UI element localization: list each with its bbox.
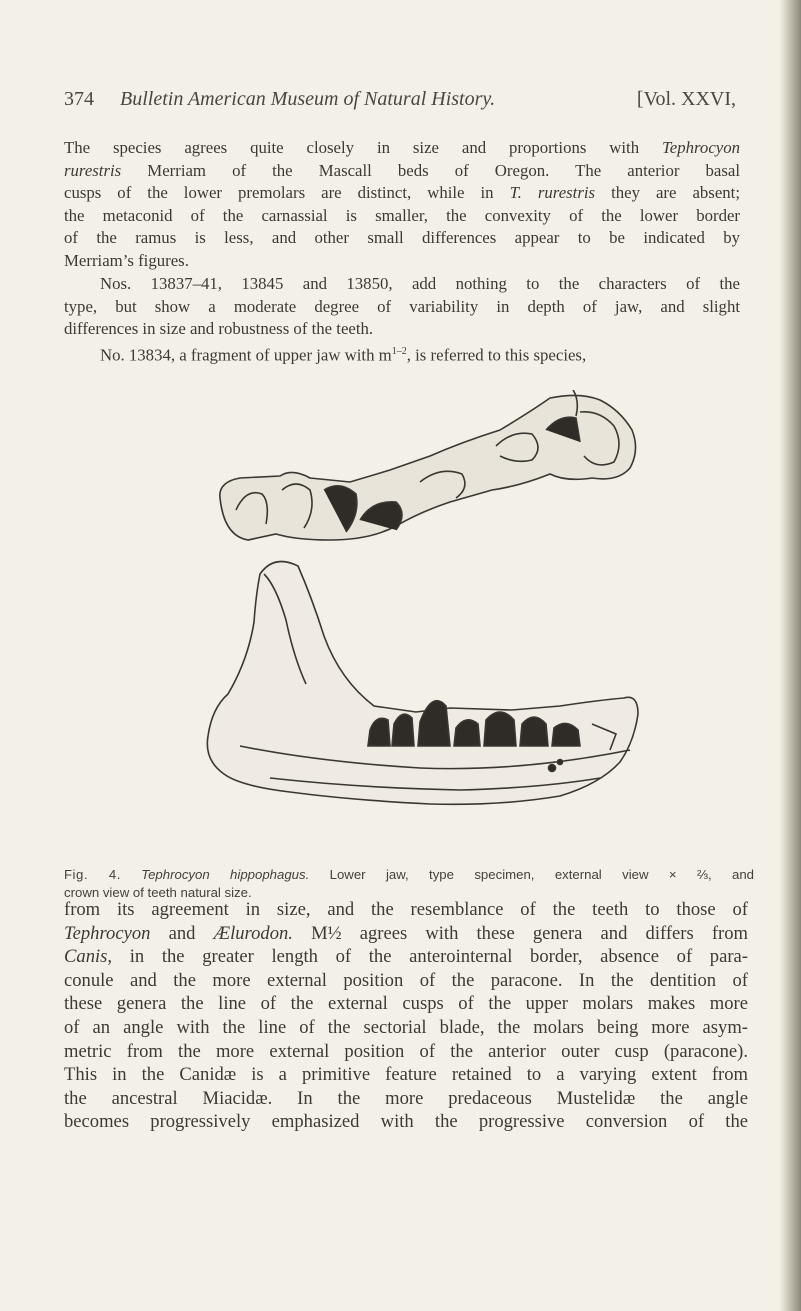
text-run: the metaconid of the carnassial is smaller, the convexity of the lower border (64, 205, 740, 225)
text-run: conule and the more external position of the paracone. In the dentition of (64, 969, 748, 991)
text-run: type, but show a moderate degree of variability in depth of jaw, and slight (64, 296, 740, 316)
italic-text-run: Ælurodon. (213, 922, 293, 944)
text-line (64, 945, 748, 969)
text-line (64, 898, 748, 922)
italic-text-run: rurestris (64, 160, 122, 180)
text-run: differences in size and robustness of the teeth. (64, 319, 374, 339)
text-run: in the greater length of the anterointernal border, absence of para- (112, 946, 748, 968)
figure-number: Fig. 4. (64, 867, 121, 882)
italic-text-run: Tephrocyon (662, 138, 740, 157)
text-run: Merriam of the Mascall beds of Oregon. The anterior basal (121, 160, 740, 180)
paragraph-4 (64, 898, 748, 1134)
text-line (64, 992, 748, 1016)
italic-text-run: T. rurestris (509, 183, 596, 203)
running-header (64, 88, 736, 118)
caption-line (64, 866, 754, 884)
italic-text-run: Canis, (64, 946, 113, 968)
text-run: Nos. 13837–41, 13845 and 13850, add nothing to the characters of the (100, 274, 740, 293)
text-run: and (150, 922, 214, 944)
text-line (64, 1087, 748, 1111)
text-line (64, 227, 740, 250)
text-run: becomes progressively emphasized with the progressive conversion of the (64, 1111, 748, 1133)
figure-taxon: Tephrocyon hippophagus. (141, 867, 310, 882)
text-run: from its agreement in size, and the resemblance of the teeth to those of (64, 899, 748, 920)
figure-caption (64, 866, 754, 902)
text-run: they are absent; (595, 183, 740, 203)
text-line (64, 341, 740, 367)
text-line (64, 318, 740, 341)
text-line (64, 137, 740, 160)
text-line (64, 1016, 748, 1040)
text-line (64, 160, 740, 183)
text-line (64, 182, 740, 205)
text-run: , is referred to this species, (406, 345, 587, 365)
paragraph-2 (64, 273, 740, 341)
volume-label: [Vol. XXVI, (636, 88, 736, 110)
paragraph-1 (64, 137, 740, 273)
text-line (64, 250, 740, 273)
caption-text: Lower jaw, type specimen, external view × ⅔, and (309, 867, 754, 882)
text-line (64, 1040, 748, 1064)
italic-text-run: Tephrocyon (64, 922, 151, 944)
text-run: the ancestral Miacidæ. In the more predaceous Mustelidæ the angle (64, 1087, 748, 1109)
text-line (64, 296, 740, 319)
page-number: 374 (64, 88, 94, 110)
jaw-figure (200, 390, 660, 830)
page-binding-shadow (779, 0, 801, 1311)
text-line (64, 969, 748, 993)
journal-title: Bulletin American Museum of Natural History. (120, 88, 496, 110)
text-run: metric from the more external position of the anterior outer cusp (paracone). (64, 1040, 748, 1062)
text-run: of the ramus is less, and other small differences appear to be indicated by (64, 228, 740, 248)
text-run: these genera the line of the external cusps of the upper molars makes more (64, 993, 748, 1015)
text-line (64, 273, 740, 296)
text-line (64, 205, 740, 228)
paragraph-3 (64, 341, 740, 367)
text-line (64, 1110, 748, 1134)
text-run: M½ agrees with these genera and differs from (292, 922, 748, 944)
upper-tooth-crown-view (220, 390, 636, 540)
lower-jaw-external-view (207, 562, 638, 805)
caption-line: crown view of teeth natural size. (64, 885, 252, 900)
superscript: 1–2 (391, 346, 407, 357)
text-run: The species agrees quite closely in size and proportions with (64, 138, 662, 157)
text-run: Merriam’s figures. (64, 250, 189, 270)
text-line (64, 922, 748, 946)
text-run: This in the Canidæ is a primitive feature retained to a varying extent from (64, 1064, 748, 1086)
text-run: cusps of the lower premolars are distinct, while in (64, 183, 510, 203)
text-run: No. 13834, a fragment of upper jaw with m (100, 345, 392, 365)
text-run: of an angle with the line of the sectorial blade, the molars being more asym- (64, 1016, 748, 1038)
text-line (64, 1063, 748, 1087)
